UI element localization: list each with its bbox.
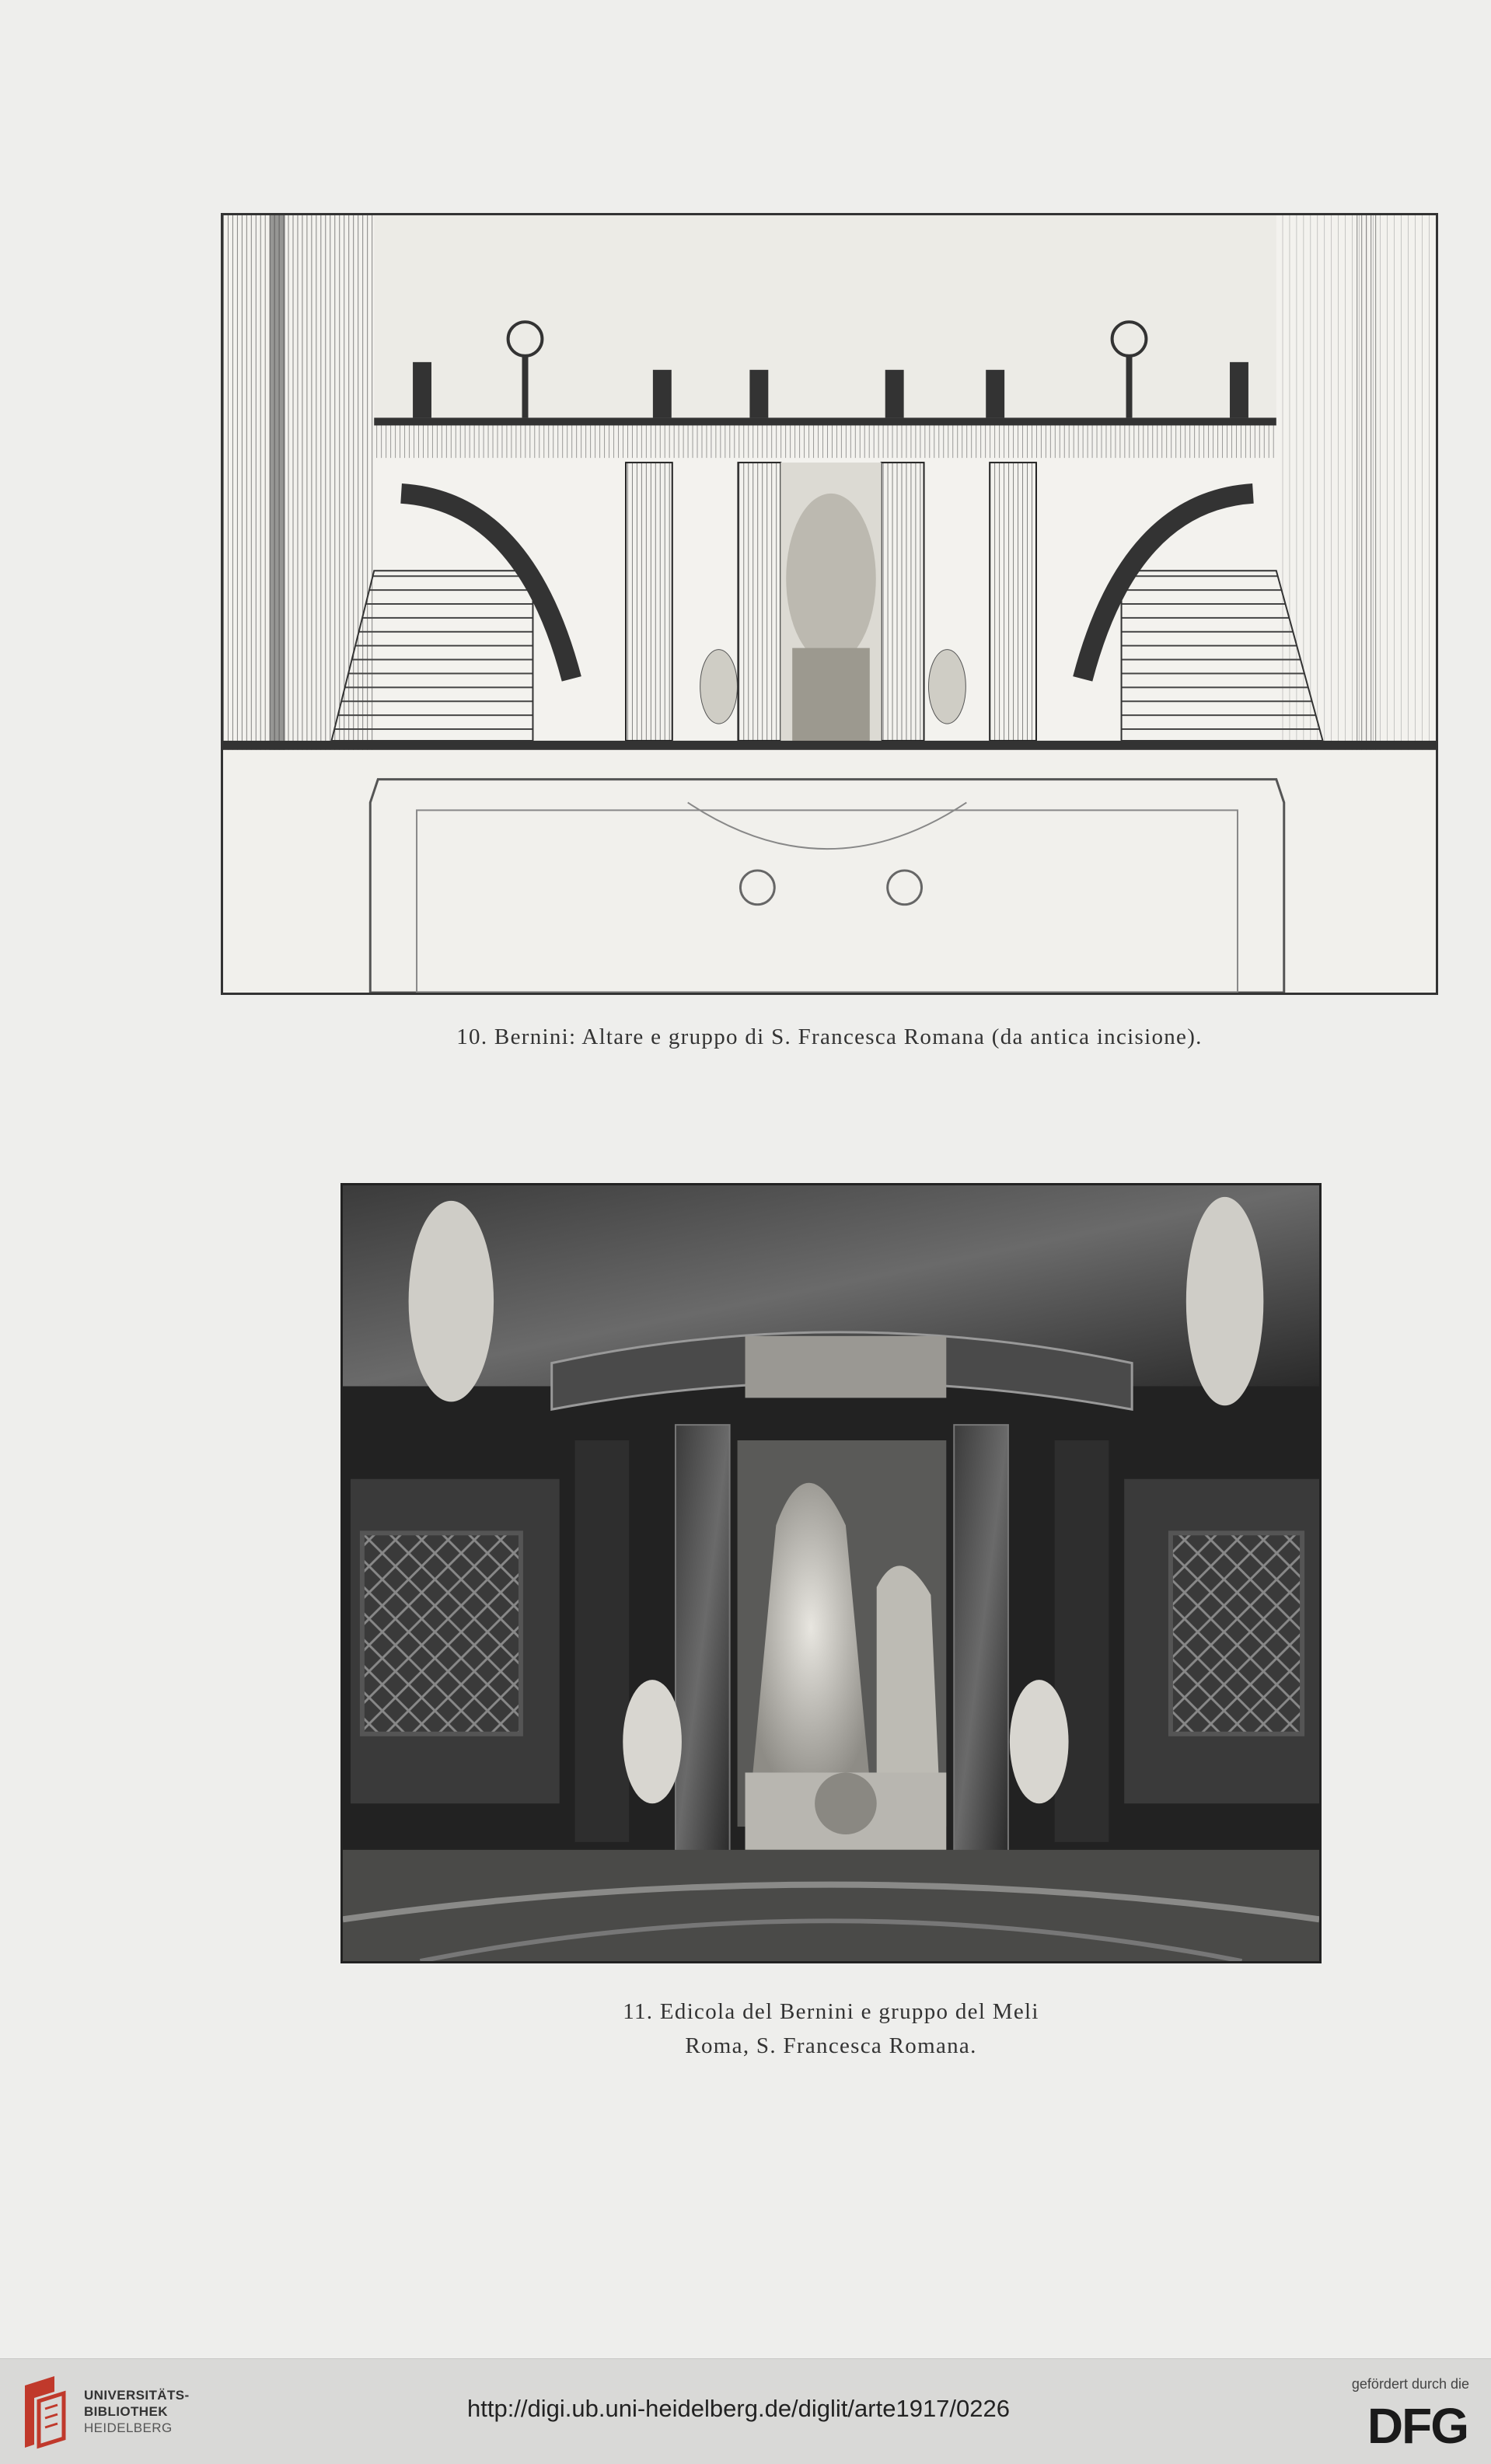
- library-name-line-2: BIBLIOTHEK: [84, 2404, 168, 2419]
- library-name-line-1: UNIVERSITÄTS-: [84, 2388, 190, 2403]
- figure-10-caption: 10. Bernini: Altare e gruppo di S. Francesca Romana (da antica incisione).: [456, 1024, 1203, 1049]
- footer-bar: [0, 2358, 1491, 2464]
- edicola-photo-illustration: [343, 1185, 1319, 1961]
- library-name[interactable]: [84, 2387, 190, 2436]
- dfg-logo[interactable]: DFG: [1367, 2398, 1468, 2454]
- figure-11-caption-line-1: 11. Edicola del Bernini e gruppo del Meli: [623, 1999, 1039, 2024]
- funded-by-label: gefördert durch die: [1351, 2376, 1469, 2392]
- library-name-line-3: HEIDELBERG: [84, 2420, 173, 2435]
- figure-11-caption: [340, 1995, 1322, 2063]
- permalink-url[interactable]: http://digi.ub.uni-heidelberg.de/diglit/arte1917/0226: [466, 2395, 1010, 2422]
- altar-engraving-illustration: [223, 215, 1436, 993]
- figure-11-caption-line-2: Roma, S. Francesca Romana.: [685, 2033, 977, 2058]
- figure-10-engraving: [221, 213, 1438, 995]
- figure-11-photograph: [340, 1183, 1322, 1963]
- university-library-logo-icon[interactable]: [17, 2370, 72, 2452]
